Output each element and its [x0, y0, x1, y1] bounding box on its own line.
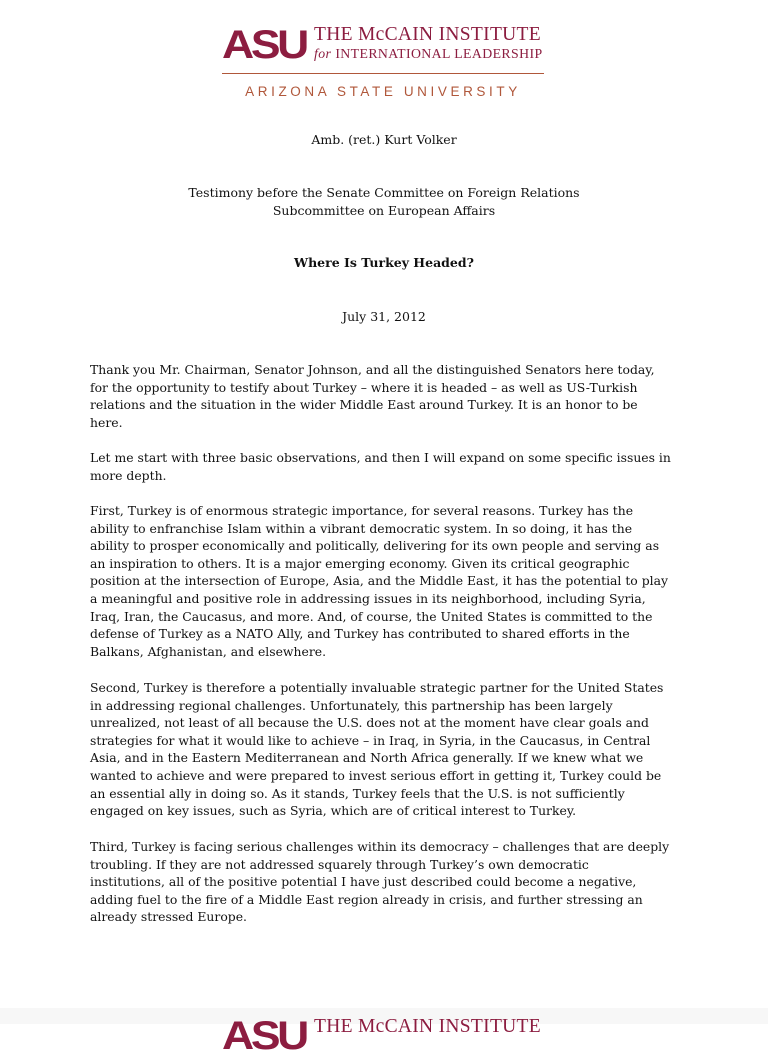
- text-line: ability to prosper economically and politically, delivering for its own people and serving as: [90, 538, 660, 554]
- text-line: wanted to achieve and were prepared to invest serious effort in getting it, Turkey could be: [90, 767, 662, 783]
- text-line: troubling. If they are not addressed squarely through Turkey’s own democratic: [90, 856, 589, 872]
- paragraph-1: [90, 361, 685, 431]
- text-line: Iraq, Iran, the Caucasus, and more. And, of course, the United States is committed to the: [90, 608, 653, 624]
- text-line: relations and the situation in the wider Middle East around Turkey. It is an honor to be: [90, 397, 638, 413]
- asu-logo-text: ASU: [222, 23, 308, 67]
- text-line: defense of Turkey as a NATO Ally, and Turkey has contributed to shared efforts in the: [90, 626, 630, 642]
- text-line: institutions, all of the positive potential I have just described could become a negative,: [90, 874, 637, 890]
- text-line: adding fuel to the fire of a Middle East region already in crisis, and further stressing an: [90, 891, 643, 907]
- institute-name: THE McCAIN INSTITUTE: [314, 24, 541, 45]
- institute-subtitle-rest: INTERNATIONAL LEADERSHIP: [335, 46, 543, 61]
- institute-subtitle-for: for: [314, 46, 332, 61]
- text-line: Asia, and in the Eastern Mediterranean and North Africa generally. If we knew what we: [90, 750, 644, 766]
- testimony-line-2: Subcommittee on European Affairs: [272, 203, 496, 218]
- text-line: an inspiration to others. It is a major emerging economy. Given its critical geographic: [90, 555, 630, 571]
- document-title: Where Is Turkey Headed?: [294, 255, 474, 270]
- text-line: unrealized, not least of all because the U.S. does not at the moment have clear goals and: [90, 715, 649, 731]
- text-line: more depth.: [90, 467, 167, 483]
- text-line: strategies for what it would like to achieve – in Iraq, in Syria, in the Caucasus, in Central: [90, 732, 651, 748]
- text-line: ability to enfranchise Islam within a vibrant democratic system. In so doing, it has the: [90, 520, 633, 536]
- letterhead: [222, 22, 552, 108]
- text-line: Thank you Mr. Chairman, Senator Johnson, and all the distinguished Senators here today,: [90, 362, 655, 377]
- testimony-line-1: Testimony before the Senate Committee on Foreign Relations: [188, 185, 580, 200]
- text-line: in addressing regional challenges. Unfortunately, this partnership has been largely: [90, 697, 613, 713]
- asu-logo-icon: [222, 23, 308, 67]
- university-name: ARIZONA STATE UNIVERSITY: [245, 84, 521, 99]
- letterhead-divider: [222, 73, 544, 74]
- text-line: an essential ally in doing so. As it stands, Turkey feels that the U.S. is not sufficiently: [90, 785, 625, 801]
- asu-logo-icon: [222, 1016, 308, 1052]
- text-line: a meaningful and positive role in addressing issues in its neighborhood, including Syria,: [90, 590, 646, 606]
- document-date: July 31, 2012: [342, 309, 426, 324]
- paragraph-5: [90, 838, 685, 926]
- paragraph-2: [90, 449, 685, 484]
- institute-subtitle: [314, 46, 543, 62]
- text-line: already stressed Europe.: [90, 909, 247, 925]
- text-line: Let me start with three basic observations, and then I will expand on some specific issues in: [90, 450, 671, 465]
- text-line: Third, Turkey is facing serious challenges within its democracy – challenges that are deeply: [90, 839, 670, 854]
- paragraph-4: [90, 679, 685, 820]
- text-line: for the opportunity to testify about Turkey – where it is headed – as well as US-Turkish: [90, 379, 638, 395]
- text-line: Balkans, Afghanistan, and elsewhere.: [90, 643, 327, 659]
- text-line: engaged on key issues, such as Syria, which are of critical interest to Turkey.: [90, 803, 577, 819]
- next-page-institute-name: THE McCAIN INSTITUTE: [314, 1016, 541, 1037]
- author: Amb. (ret.) Kurt Volker: [311, 132, 457, 147]
- text-line: here.: [90, 414, 123, 430]
- text-line: Second, Turkey is therefore a potentially invaluable strategic partner for the United States: [90, 680, 664, 695]
- text-line: position at the intersection of Europe, Asia, and the Middle East, it has the potential to play: [90, 573, 668, 589]
- paragraph-3: [90, 502, 685, 660]
- asu-logo-text: ASU: [222, 1014, 308, 1052]
- text-line: First, Turkey is of enormous strategic importance, for several reasons. Turkey has the: [90, 503, 634, 518]
